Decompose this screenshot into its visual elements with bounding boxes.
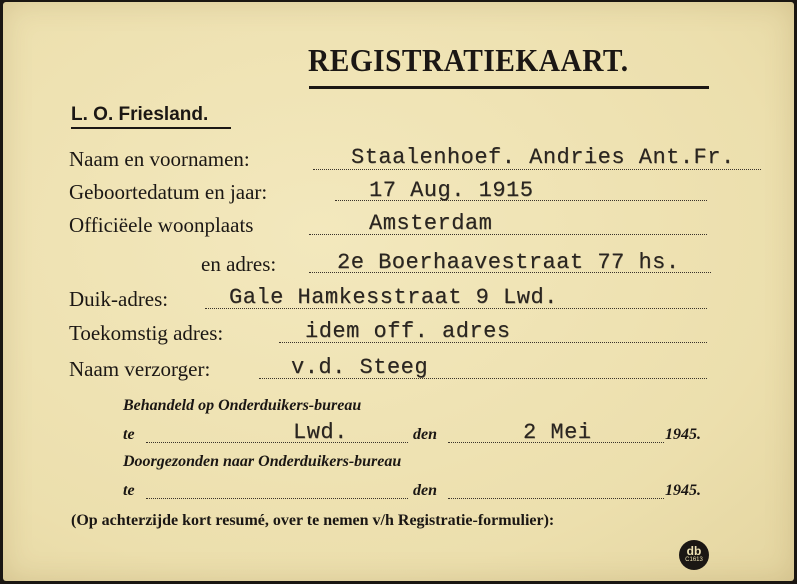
forwarded-te-label: te (123, 482, 135, 499)
birthdate-value: 17 Aug. 1915 (369, 178, 534, 203)
forwarded-den-dots (448, 498, 664, 499)
address-label: en adres: (201, 252, 277, 276)
address-value: 2e Boerhaavestraat 77 hs. (337, 250, 680, 275)
birthdate-label: Geboortedatum en jaar: (69, 180, 268, 204)
hiding-address-value: Gale Hamkesstraat 9 Lwd. (229, 285, 558, 310)
printer-logo-bottom: C1613 (685, 557, 703, 563)
residence-label: Officiëele woonplaats (69, 213, 254, 237)
caretaker-value: v.d. Steeg (291, 355, 429, 380)
card-title: REGISTRATIEKAART. (308, 42, 629, 78)
printer-logo (679, 540, 709, 570)
treated-te-value: Lwd. (293, 420, 348, 445)
future-address-value: idem off. adres (305, 319, 511, 344)
organization-underline (71, 127, 231, 129)
forwarded-year: 1945. (665, 482, 701, 499)
forwarded-heading: Doorgezonden naar Onderduikers-bureau (123, 453, 402, 470)
name-label: Naam en voornamen: (69, 147, 250, 171)
forwarded-te-dots (146, 498, 408, 499)
printer-logo-top: db (686, 544, 702, 558)
treated-te-dots (146, 442, 408, 443)
forwarded-den-label: den (413, 482, 437, 499)
treated-te-label: te (123, 426, 135, 443)
caretaker-label: Naam verzorger: (69, 357, 211, 381)
registration-card (3, 2, 794, 581)
treated-den-value: 2 Mei (523, 420, 592, 445)
residence-value: Amsterdam (369, 211, 493, 236)
treated-den-label: den (413, 426, 437, 443)
future-address-label: Toekomstig adres: (69, 321, 224, 345)
hiding-address-label: Duik-adres: (69, 287, 169, 311)
title-underline (309, 86, 709, 89)
footer-note: (Op achterzijde kort resumé, over te nemen v/h Registratie-formulier): (71, 512, 555, 529)
treated-year: 1945. (665, 426, 701, 443)
organization-label: L. O. Friesland. (71, 104, 209, 125)
name-value: Staalenhoef. Andries Ant.Fr. (351, 145, 735, 170)
treated-heading: Behandeld op Onderduikers-bureau (123, 397, 362, 414)
